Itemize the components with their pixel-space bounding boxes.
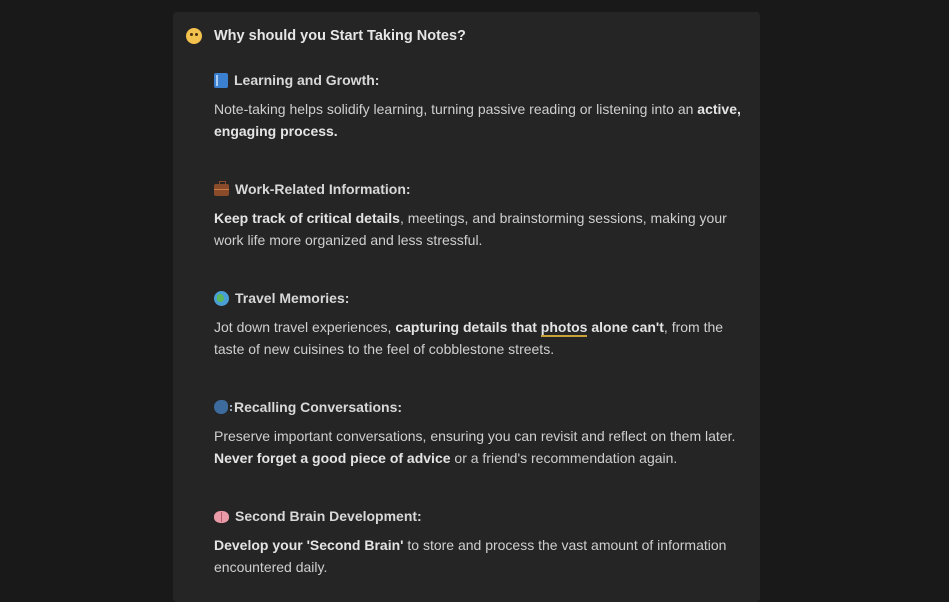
section-learning xyxy=(214,71,744,142)
section-second-brain xyxy=(214,507,744,578)
section-title-learning[interactable] xyxy=(214,71,744,89)
section-title-conversations[interactable] xyxy=(214,398,744,416)
body-bold-text: capturing details that xyxy=(395,319,541,335)
section-heading: Work-Related Information: xyxy=(235,181,411,197)
body-bold-text: alone can't xyxy=(587,319,664,335)
speaking-head-icon xyxy=(214,400,228,414)
body-text: or a friend's recommendation again. xyxy=(450,450,678,466)
section-title-second-brain[interactable] xyxy=(214,507,744,525)
section-body-travel[interactable] xyxy=(214,316,744,360)
body-text: Note-taking helps solidify learning, turning passive reading or listening into an xyxy=(214,101,698,117)
brain-icon xyxy=(214,511,229,523)
briefcase-icon xyxy=(214,184,229,196)
body-text: Jot down travel experiences, xyxy=(214,319,396,335)
body-bold-text: Develop your 'Second Brain' xyxy=(214,537,404,553)
underlined-word[interactable]: photos xyxy=(540,319,588,335)
body-text: Preserve important conversations, ensuring you can revisit and reflect on them later. xyxy=(214,428,736,444)
section-body-conversations[interactable] xyxy=(214,425,744,469)
section-work xyxy=(214,180,744,251)
body-bold-text: Never forget a good piece of advice xyxy=(214,450,451,466)
callout-header xyxy=(186,28,466,44)
callout-content xyxy=(214,71,744,578)
section-heading: Travel Memories: xyxy=(235,290,350,306)
section-body-second-brain[interactable] xyxy=(214,534,744,578)
body-text: , meetings, and brainstorming sessions, making your work life more organized and less stressful. xyxy=(214,210,727,248)
section-heading: Learning and Growth: xyxy=(234,72,380,88)
section-title-work[interactable] xyxy=(214,180,744,198)
callout-title[interactable]: Why should you Start Taking Notes? xyxy=(214,28,466,44)
section-body-learning[interactable] xyxy=(214,98,744,142)
blue-book-icon xyxy=(214,73,228,88)
body-bold-text: Keep track of critical details xyxy=(214,210,400,226)
body-bold-text: active, engaging process. xyxy=(214,101,741,139)
section-title-travel[interactable] xyxy=(214,289,744,307)
section-travel xyxy=(214,289,744,360)
section-heading: Second Brain Development: xyxy=(235,508,422,524)
body-text: to store and process the vast amount of information encountered daily. xyxy=(214,537,727,575)
section-body-work[interactable] xyxy=(214,207,744,251)
section-heading: Recalling Conversations: xyxy=(234,399,403,415)
callout-block xyxy=(173,12,760,602)
section-conversations xyxy=(214,398,744,469)
globe-icon xyxy=(214,291,229,306)
thinking-face-icon[interactable] xyxy=(186,28,202,44)
body-text: , from the taste of new cuisines to the feel of cobblestone streets. xyxy=(214,319,724,357)
